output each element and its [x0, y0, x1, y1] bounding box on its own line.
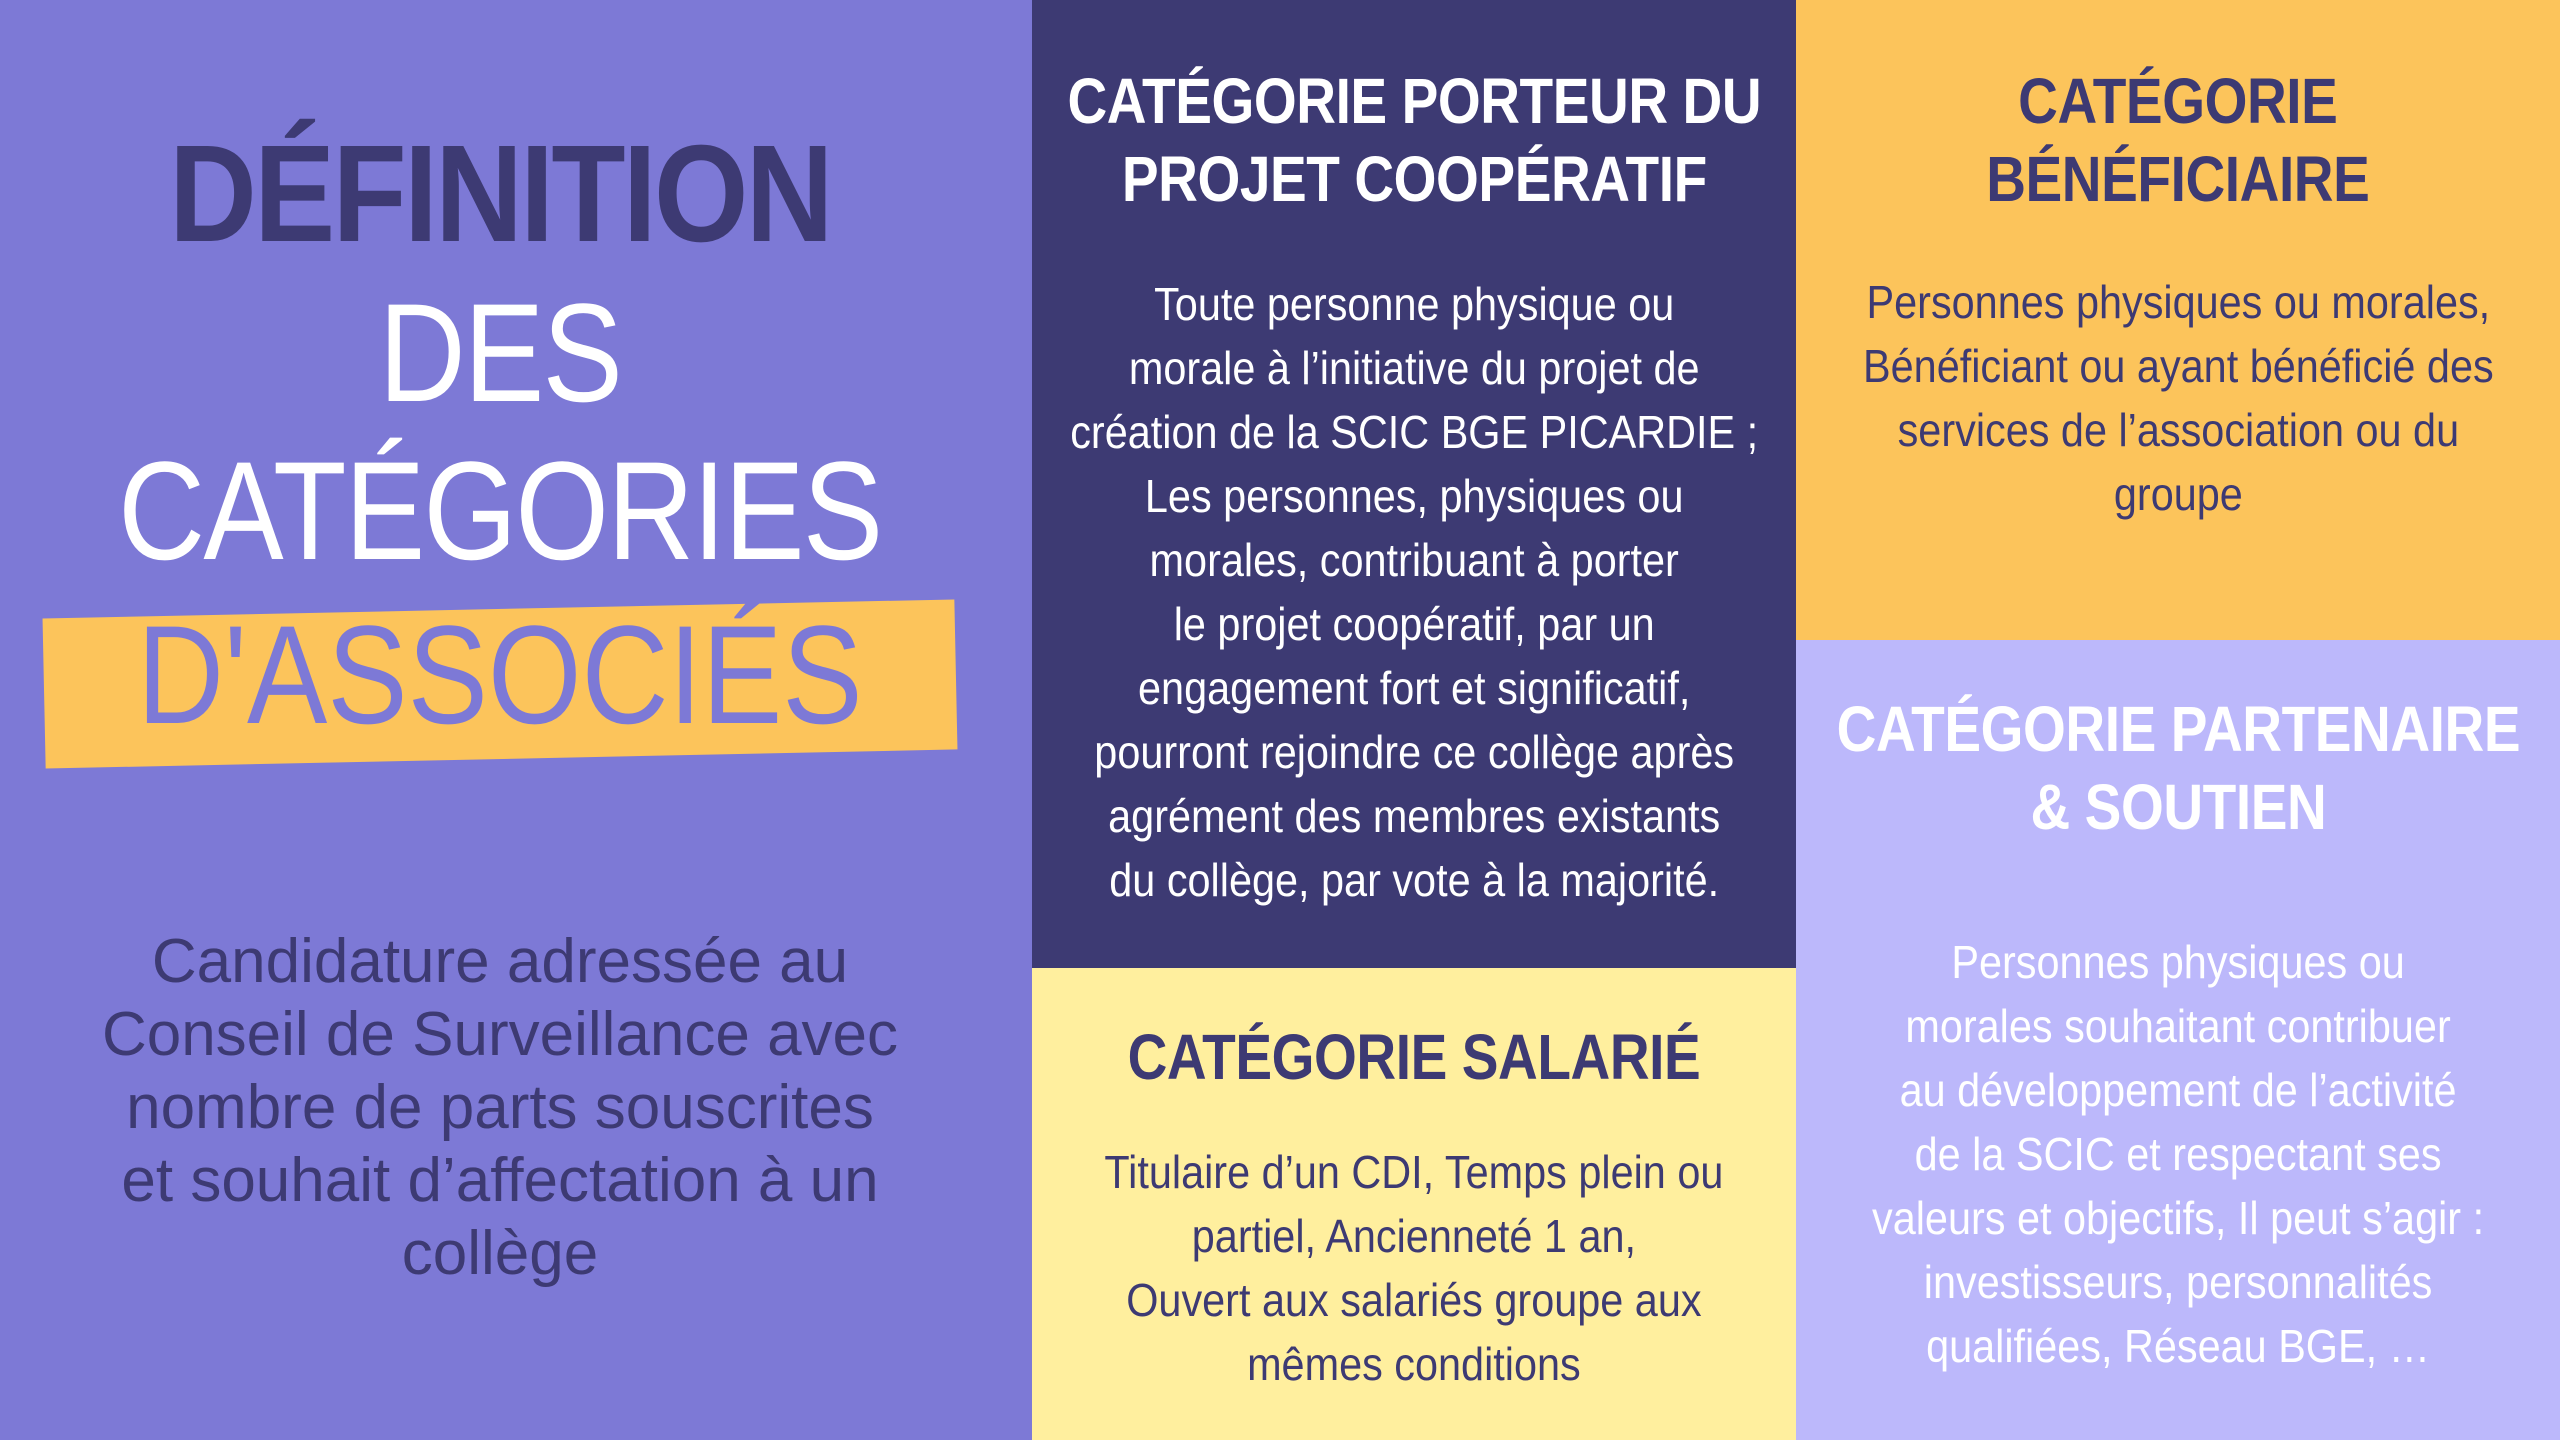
partenaire-line: de la SCIC et respectant ses	[1914, 1128, 2442, 1180]
partenaire-title-line: CATÉGORIE PARTENAIRE	[1836, 693, 2520, 765]
intro-line: nombre de parts souscrites	[126, 1073, 874, 1142]
beneficiaire-description	[1828, 270, 2529, 526]
porteur-description	[1032, 272, 1796, 912]
partenaire-title	[1781, 690, 2560, 846]
intro-line: Conseil de Surveillance avec	[101, 1000, 899, 1069]
beneficiaire-panel	[1796, 0, 2560, 640]
beneficiaire-title-line: CATÉGORIE	[2018, 65, 2338, 137]
salarie-panel	[1032, 968, 1796, 1440]
beneficiaire-line: groupe	[2113, 468, 2243, 520]
intro-line: collège	[401, 1219, 599, 1288]
porteur-line: morale à l’initiative du projet de	[1128, 342, 1700, 394]
partenaire-line: valeurs et objectifs, Il peut s’agir :	[1871, 1192, 2485, 1244]
title-line-associes: D'ASSOCIÉS	[137, 596, 863, 753]
partenaire-description	[1838, 930, 2518, 1378]
title-line-des: DES	[378, 274, 622, 431]
definition-panel	[0, 0, 1032, 1440]
salarie-title-line: CATÉGORIE SALARIÉ	[1127, 1021, 1701, 1093]
salarie-title	[1081, 1018, 1747, 1096]
porteur-line: agrément des membres existants	[1107, 790, 1721, 842]
salarie-line: Ouvert aux salariés groupe aux	[1126, 1274, 1702, 1326]
porteur-line: le projet coopératif, par un	[1173, 598, 1655, 650]
porteur-line: Les personnes, physiques ou	[1144, 470, 1684, 522]
partenaire-line: qualifiées, Réseau BGE, …	[1926, 1320, 2430, 1372]
porteur-title-line: PROJET COOPÉRATIF	[1121, 143, 1707, 215]
beneficiaire-title	[1955, 62, 2401, 218]
porteur-title-line: CATÉGORIE PORTEUR DU	[1067, 65, 1761, 137]
porteur-line: pourront rejoindre ce collège après	[1094, 726, 1734, 778]
page-title	[0, 117, 1000, 753]
partenaire-line: morales souhaitant contribuer	[1905, 1000, 2451, 1052]
porteur-line: morales, contribuant à porter	[1149, 534, 1679, 586]
intro-text	[60, 925, 940, 1290]
partenaire-line: au développement de l’activité	[1899, 1064, 2457, 1116]
beneficiaire-line: services de l’association ou du	[1897, 404, 2459, 456]
title-line-definition: DÉFINITION	[169, 117, 831, 271]
salarie-line: mêmes conditions	[1247, 1338, 1581, 1390]
partenaire-line: Personnes physiques ou	[1951, 936, 2405, 988]
porteur-line: engagement fort et significatif,	[1137, 662, 1691, 714]
porteur-title	[1011, 62, 1818, 218]
porteur-line: création de la SCIC BGE PICARDIE ;	[1070, 406, 1758, 458]
beneficiaire-line: Bénéficiant ou ayant bénéficié des	[1862, 340, 2494, 392]
title-line-categories: CATÉGORIES	[118, 432, 882, 589]
beneficiaire-title-line: BÉNÉFICIAIRE	[1986, 143, 2370, 215]
porteur-line: Toute personne physique ou	[1153, 278, 1675, 330]
porteur-panel	[1032, 0, 1796, 968]
intro-line: Candidature adressée au	[151, 927, 849, 996]
porteur-line: du collège, par vote à la majorité.	[1109, 854, 1719, 906]
partenaire-line: investisseurs, personnalités	[1923, 1256, 2433, 1308]
partenaire-panel	[1796, 640, 2560, 1440]
salarie-line: partiel, Ancienneté 1 an,	[1191, 1210, 1637, 1262]
salarie-line: Titulaire d’un CDI, Temps plein ou	[1104, 1146, 1724, 1198]
beneficiaire-line: Personnes physiques ou morales,	[1866, 276, 2490, 328]
partenaire-title-line: & SOUTIEN	[2030, 771, 2326, 843]
title-highlight	[52, 596, 948, 753]
salarie-description	[1070, 1140, 1758, 1396]
intro-line: et souhait d’affectation à un	[121, 1146, 879, 1215]
